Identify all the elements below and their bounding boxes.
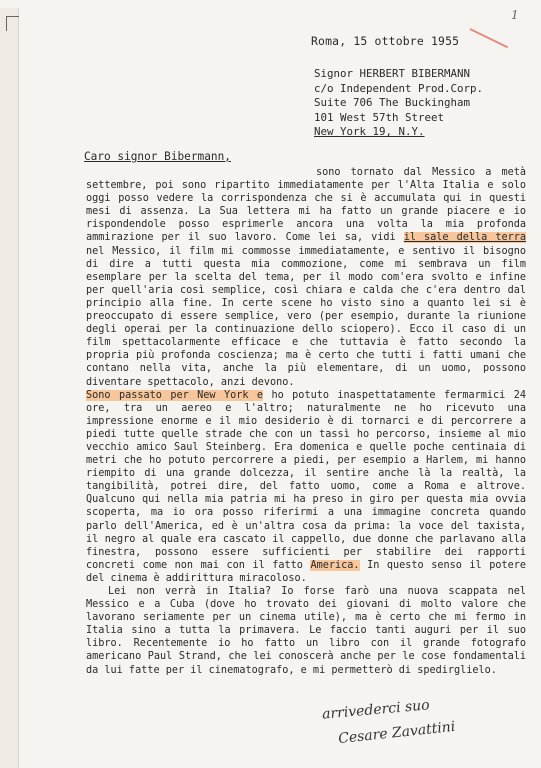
address-line: 101 West 57th Street bbox=[314, 110, 445, 124]
red-pencil-mark bbox=[470, 28, 509, 48]
address-line: Suite 706 The Buckingham bbox=[314, 96, 471, 110]
page-number: 1 bbox=[511, 8, 519, 22]
film-title-highlight: il sale della terra bbox=[403, 232, 526, 244]
america-highlight: America. bbox=[310, 559, 360, 571]
letter-date: Roma, 15 ottobre 1955 bbox=[311, 34, 460, 48]
address-line: c/o Independent Prod.Corp. bbox=[314, 81, 484, 95]
paragraph-2: Sono passato per New York e ho potuto inaspettatamente fermarmici 24 ore, tra un aereo e l'altro; naturalmente ne ho ricevuto una impressione enorme e il mio desiderio è di tornarci e di percorrere a piedi tutte quelle strade che con un tassì ho percorso, insieme al mio vecchio amico Saul Steinberg. Era domenica e quelle poche centinaia di metri che ho potuto percorrere a piedi, per esempio a Harlem, mi hanno riempito di una grande dolcezza, il sentire anche là la realtà, la tangibilità, potrei dire, del fatto uomo, come a Roma e altrove. Qualcuno qui nella mia patria mi ha preso in giro per questa mia ovvia scoperta, ma io ora posso riferirmi a una immagine concreta quando parlo dell'America, ed è un'altra cosa da prima: la voce del taxista, il negro al quale era cascato il cappello, due donne che parlavano alla finestra, possono essere sufficienti per stabilire dei rapporti concreti come non mai con il fatto America. In questo senso il potere del cinema è addirittura miracoloso. bbox=[86, 389, 527, 584]
corner-mark bbox=[6, 16, 19, 31]
binding-strip bbox=[0, 8, 19, 768]
new-york-highlight: Sono passato per New York e bbox=[86, 389, 264, 401]
recipient-address bbox=[314, 67, 483, 140]
paragraph-3: Lei non verrà in Italia? Io forse farò una nuova scappata nel Messico e a Cuba (dove ho trovato dei giovani di molto valore che lavorano seriamente per un cinema utile), ma è certo che mi fermo in Italia sino a tutta la primavera. Le faccio tanti auguri per il suo libro. Recentemente io ho fatto un libro con il grande fotografo americano Paul Strand, che lei conoscerà anche per le cose fondamentali da lui fatte per il cinematografo, e mi permetterò di spedirglielo. bbox=[86, 586, 526, 676]
paragraph-1: sono tornato dal Messico a metà settembre, poi sono ripartito immediatamente per l'Alta Italia e solo oggi posso vedere la corrispondenza che si è accumulata qui in questi mesi di assenza. La Sua lettera mi ha fatto un grande piacere e io rispondendole posso esprimerle ancora una volta la mia profonda ammirazione per il suo lavoro. Come lei sa, vidi il sale della terra nel Messico, il film mi commosse immediatamente, e sentivo il bisogno di dire a tutti questa mia commozione, come mi sembrava un film esemplare per la scelta del tema, per il modo com'era svolto e infine per quell'aria così semplice, così chiara e calda che c'era dentro dal principio alla fine. In certe scene ho visto sino a quanto lei si è preoccupato di essere semplice, vero (per esempio, durante la riunione degli operai per la continuazione dello sciopero). Ecco il caso di un film spettacolarmente efficace e che tuttavia è fatto secondo la propria più profonda coscienza; ma è certo che tutti i fatti umani che contano nella vita, anche la più elementare, di un uomo, possono diventare spettacolo, anzi devono. bbox=[86, 167, 526, 388]
salutation: Caro signor Bibermann, bbox=[84, 150, 231, 163]
handwritten-closing: arrivederci suo bbox=[321, 697, 431, 723]
address-line-city: New York 19, N.Y. bbox=[314, 125, 425, 139]
handwritten-signature: Cesare Zavattini bbox=[337, 718, 457, 748]
letter-body bbox=[86, 166, 526, 677]
address-line: Signor HERBERT BIBERMANN bbox=[314, 67, 471, 80]
